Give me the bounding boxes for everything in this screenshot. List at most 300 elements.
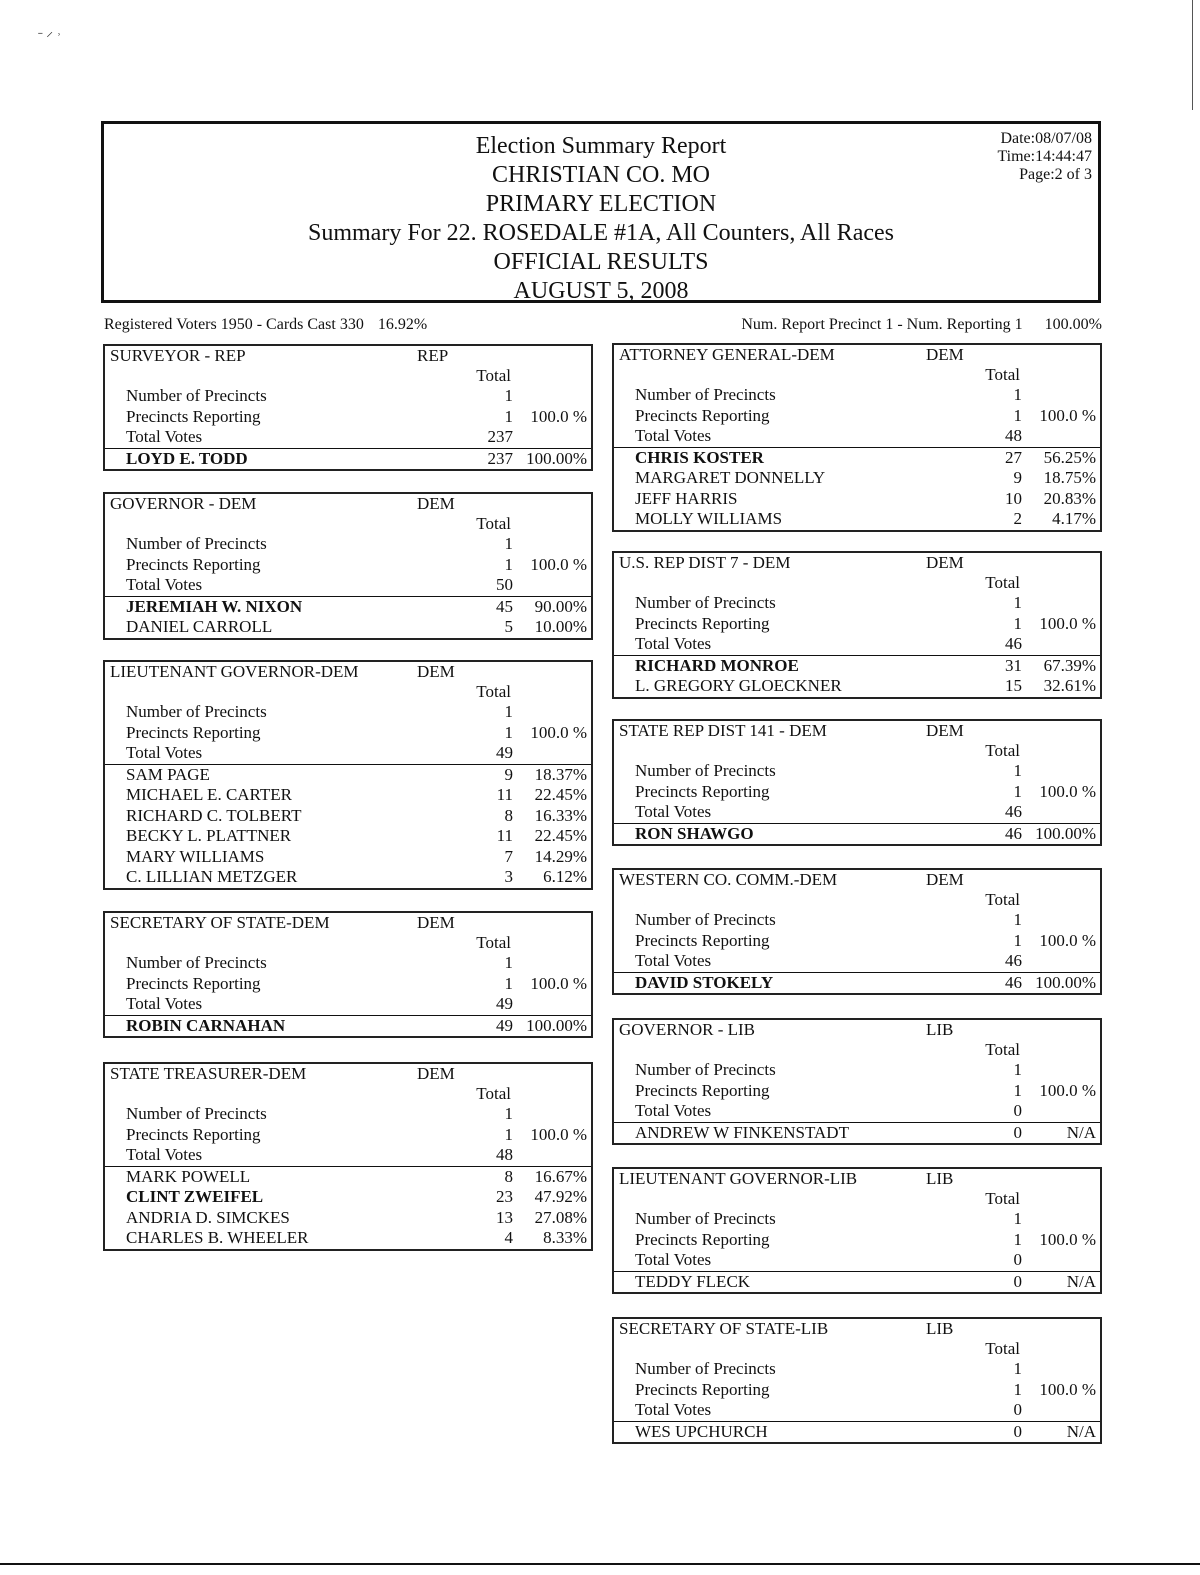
precincts-row-value: 1 (504, 534, 513, 553)
reporting-row (614, 1380, 1100, 1401)
candidate-row-pct: 56.25% (1043, 447, 1096, 467)
reporting-pct: 100.00% (1044, 316, 1102, 333)
total-votes-row-value: 237 (487, 427, 513, 446)
race-box (103, 911, 593, 1038)
precincts-row (614, 1209, 1100, 1230)
total-column-label: Total (985, 741, 1020, 760)
reporting-row-pct: 100.0 % (1039, 613, 1096, 633)
candidate-row-pct: 4.17% (1052, 509, 1096, 528)
candidate-row-pct: 14.29% (534, 846, 587, 866)
candidate-row-label: BECKY L. PLATTNER (126, 826, 292, 845)
candidate-row-label: LOYD E. TODD (126, 448, 248, 468)
reporting-row-label: Precincts Reporting (635, 1229, 770, 1249)
candidate-row-value: 0 (1013, 1271, 1022, 1291)
candidate-row-value: 4 (504, 1228, 513, 1247)
reporting-row-value: 1 (504, 1124, 513, 1144)
precincts-row-value: 1 (504, 386, 513, 405)
title-line: AUGUST 5, 2008 (513, 278, 689, 304)
total-votes-row-label: Total Votes (635, 1400, 712, 1419)
race-party: LIB (926, 1319, 954, 1338)
reporting-row-pct: 100.0 % (1039, 781, 1096, 801)
precincts-row-value: 1 (1013, 385, 1022, 404)
precincts-row-label: Number of Precincts (635, 910, 776, 929)
race-header (105, 1064, 591, 1084)
race-box (103, 1062, 593, 1251)
candidate-row-value: 0 (1013, 1421, 1022, 1441)
total-votes-row (614, 951, 1100, 973)
candidate-row-value: 3 (504, 867, 513, 886)
total-votes-row (614, 1101, 1100, 1123)
precincts-row-value: 1 (504, 702, 513, 721)
total-votes-row-label: Total Votes (126, 743, 203, 762)
reporting-row-label: Precincts Reporting (635, 613, 770, 633)
total-votes-row (614, 426, 1100, 448)
race-box (103, 492, 593, 640)
precincts-row (105, 702, 591, 723)
precincts-row (614, 910, 1100, 931)
candidate-row-label: CLINT ZWEIFEL (126, 1187, 264, 1206)
candidate-row-value: 8 (504, 1166, 513, 1186)
race-header (614, 1020, 1100, 1040)
race-header (614, 345, 1100, 365)
candidate-row-label: JEFF HARRIS (635, 488, 738, 508)
candidate-row-label: TEDDY FLECK (635, 1271, 751, 1291)
reporting-summary (741, 316, 1102, 334)
candidate-row-pct: 32.61% (1043, 676, 1096, 695)
total-votes-row (105, 1145, 591, 1167)
candidate-row-pct: 67.39% (1043, 655, 1096, 675)
total-votes-row (614, 634, 1100, 656)
candidate-row (614, 1123, 1100, 1144)
total-votes-row-label: Total Votes (635, 1101, 712, 1120)
candidate-row-value: 9 (504, 764, 513, 784)
candidate-row-label: L. GREGORY GLOECKNER (635, 676, 842, 695)
reporting-row-pct: 100.0 % (530, 722, 587, 742)
precincts-row (105, 386, 591, 407)
precincts-row-label: Number of Precincts (635, 1359, 776, 1378)
total-column-label: Total (476, 933, 511, 952)
candidate-row-pct: 8.33% (543, 1228, 587, 1247)
candidate-row (614, 489, 1100, 510)
reporting-row-pct: 100.0 % (1039, 930, 1096, 950)
candidate-row-value: 27 (1005, 447, 1022, 467)
candidate-row-label: CHARLES B. WHEELER (126, 1228, 309, 1247)
candidate-row-pct: 100.00% (1035, 823, 1096, 843)
candidate-row-pct: 27.08% (534, 1207, 587, 1227)
total-column-label: Total (985, 365, 1020, 384)
candidate-row-label: DAVID STOKELY (635, 972, 774, 992)
total-votes-row-value: 0 (1013, 1400, 1022, 1419)
candidate-row-value: 45 (496, 596, 513, 616)
candidate-row (614, 824, 1100, 845)
candidate-row-pct: 6.12% (543, 867, 587, 886)
precincts-row-label: Number of Precincts (126, 702, 267, 721)
title-line: Election Summary Report (475, 133, 727, 159)
candidate-row (105, 785, 591, 806)
precincts-row-value: 1 (504, 953, 513, 972)
race-box (612, 719, 1102, 846)
precincts-row-value: 1 (1013, 593, 1022, 612)
total-column-label: Total (985, 1189, 1020, 1208)
reporting-row-value: 1 (1013, 781, 1022, 801)
reporting-row-pct: 100.0 % (530, 973, 587, 993)
page-edge-line (1192, 0, 1193, 110)
candidate-row-pct: 100.00% (526, 1015, 587, 1035)
precincts-row-label: Number of Precincts (635, 1060, 776, 1079)
reporting-row (614, 931, 1100, 952)
reporting-row-value: 1 (1013, 930, 1022, 950)
precincts-row-label: Number of Precincts (635, 385, 776, 404)
reporting-row-label: Precincts Reporting (635, 1379, 770, 1399)
candidate-row (614, 448, 1100, 469)
candidate-row-value: 237 (487, 448, 513, 468)
race-header (614, 1169, 1100, 1189)
total-votes-row-value: 46 (1005, 802, 1022, 821)
total-votes-row-value: 49 (496, 743, 513, 762)
total-column-label: Total (476, 682, 511, 701)
reporting-row-value: 1 (504, 973, 513, 993)
reporting-row (105, 555, 591, 576)
reporting-row-label: Precincts Reporting (126, 406, 261, 426)
registered-voters-text: Registered Voters 1950 - Cards Cast 330 (104, 316, 364, 333)
candidate-row-label: DANIEL CARROLL (126, 617, 273, 636)
total-votes-row (105, 575, 591, 597)
candidate-row-label: RICHARD MONROE (635, 655, 799, 675)
candidate-row-label: MICHAEL E. CARTER (126, 785, 292, 804)
precincts-row-label: Number of Precincts (126, 386, 267, 405)
total-votes-row-label: Total Votes (126, 427, 203, 446)
race-name: SECRETARY OF STATE-LIB (619, 1319, 829, 1338)
candidate-row (614, 973, 1100, 994)
race-party: DEM (417, 662, 455, 681)
reporting-row (105, 723, 591, 744)
race-header (614, 553, 1100, 573)
precincts-row-label: Number of Precincts (635, 761, 776, 780)
report-title-block (104, 132, 1098, 306)
race-name: LIEUTENANT GOVERNOR-DEM (110, 662, 359, 681)
race-party: LIB (926, 1169, 954, 1188)
report-meta (997, 130, 1092, 184)
total-votes-row (614, 1250, 1100, 1272)
candidate-row-label: MOLLY WILLIAMS (635, 509, 783, 528)
title-line: CHRISTIAN CO. MO (491, 162, 710, 188)
candidate-row-value: 15 (1005, 676, 1022, 695)
candidate-row (105, 847, 591, 868)
reporting-row-pct: 100.0 % (530, 554, 587, 574)
candidate-row (614, 1272, 1100, 1293)
candidate-row-label: RON SHAWGO (635, 823, 754, 843)
precincts-row-label: Number of Precincts (126, 953, 267, 972)
race-party: DEM (926, 345, 964, 364)
race-box (612, 1317, 1102, 1444)
candidate-row-label: WES UPCHURCH (635, 1421, 768, 1441)
total-votes-row-label: Total Votes (635, 951, 712, 970)
candidate-row (105, 806, 591, 827)
reporting-row-label: Precincts Reporting (635, 1080, 770, 1100)
scan-mark: ˗ ⸝ ˒ (38, 25, 62, 40)
total-votes-row-value: 50 (496, 575, 513, 594)
candidate-row (105, 1208, 591, 1229)
reporting-row-value: 1 (504, 406, 513, 426)
reporting-row (614, 1230, 1100, 1251)
candidate-row (105, 867, 591, 888)
total-votes-row-value: 46 (1005, 951, 1022, 970)
precincts-row (614, 593, 1100, 614)
reporting-row-pct: 100.0 % (1039, 1379, 1096, 1399)
reporting-row-value: 1 (504, 554, 513, 574)
reporting-row-label: Precincts Reporting (126, 722, 261, 742)
candidate-row-value: 46 (1005, 972, 1022, 992)
reporting-row-label: Precincts Reporting (635, 405, 770, 425)
race-name: GOVERNOR - DEM (110, 494, 257, 513)
candidate-row-label: CHRIS KOSTER (635, 447, 764, 467)
race-box (612, 1018, 1102, 1145)
precincts-row-label: Number of Precincts (635, 1209, 776, 1228)
reporting-row-pct: 100.0 % (1039, 1080, 1096, 1100)
candidate-row-value: 9 (1013, 468, 1022, 487)
precincts-row-label: Number of Precincts (126, 1104, 267, 1123)
precincts-row-value: 1 (1013, 1359, 1022, 1378)
precincts-row (614, 1060, 1100, 1081)
reporting-text: Num. Report Precinct 1 - Num. Reporting 1 (741, 316, 1023, 333)
total-votes-row-value: 48 (1005, 426, 1022, 445)
candidate-row (105, 1187, 591, 1208)
candidate-row-pct: 16.67% (534, 1166, 587, 1186)
reporting-row-pct: 100.0 % (1039, 1229, 1096, 1249)
candidate-row-value: 8 (504, 805, 513, 825)
total-votes-row-value: 48 (496, 1145, 513, 1164)
candidate-row (614, 1422, 1100, 1443)
report-header (101, 121, 1101, 303)
candidate-row-label: MARY WILLIAMS (126, 846, 265, 866)
race-header (105, 494, 591, 514)
candidate-row (105, 1167, 591, 1188)
total-column-label: Total (476, 366, 511, 385)
registered-voters-summary (104, 316, 427, 334)
candidate-row (105, 617, 591, 638)
race-box (612, 343, 1102, 532)
candidate-row-pct: 90.00% (534, 596, 587, 616)
candidate-row (105, 1016, 591, 1037)
total-votes-row-label: Total Votes (635, 634, 712, 653)
candidate-row-value: 11 (496, 826, 513, 845)
candidate-row (614, 468, 1100, 489)
candidate-row-value: 2 (1013, 509, 1022, 528)
title-line: OFFICIAL RESULTS (493, 249, 709, 275)
candidate-row (614, 509, 1100, 530)
race-box (103, 660, 593, 890)
candidate-row (105, 826, 591, 847)
candidate-row-value: 13 (496, 1207, 513, 1227)
precincts-row-label: Number of Precincts (635, 593, 776, 612)
title-line: Summary For 22. ROSEDALE #1A, All Counters, All Races (308, 220, 894, 246)
total-votes-row (105, 743, 591, 765)
candidate-row-pct: 22.45% (534, 826, 587, 845)
race-party: DEM (417, 1064, 455, 1083)
reporting-row-value: 1 (1013, 405, 1022, 425)
total-votes-row-label: Total Votes (126, 1145, 203, 1164)
total-votes-row (614, 1400, 1100, 1422)
precincts-row (614, 1359, 1100, 1380)
total-votes-row-label: Total Votes (126, 994, 203, 1013)
reporting-row-pct: 100.0 % (1039, 405, 1096, 425)
reporting-row-value: 1 (1013, 1229, 1022, 1249)
race-party: REP (417, 346, 449, 365)
precincts-row (105, 953, 591, 974)
title-line: PRIMARY ELECTION (485, 191, 717, 217)
reporting-row-pct: 100.0 % (530, 406, 587, 426)
total-votes-row-value: 0 (1013, 1250, 1022, 1269)
candidate-row-label: MARK POWELL (126, 1166, 251, 1186)
total-column-label: Total (985, 1339, 1020, 1358)
candidate-row-pct: 18.75% (1043, 468, 1096, 487)
precincts-row (614, 761, 1100, 782)
race-name: SURVEYOR - REP (110, 346, 246, 365)
candidate-row-pct: 16.33% (534, 805, 587, 825)
race-box (612, 551, 1102, 699)
race-header (105, 346, 591, 366)
total-column-label: Total (476, 1084, 511, 1103)
race-box (612, 1167, 1102, 1294)
precincts-row (105, 1104, 591, 1125)
total-votes-row-label: Total Votes (635, 1250, 712, 1269)
candidate-row-pct: 18.37% (534, 764, 587, 784)
total-votes-row (105, 427, 591, 449)
candidate-row-label: ANDRIA D. SIMCKES (126, 1207, 290, 1227)
race-box (612, 868, 1102, 995)
race-header (614, 721, 1100, 741)
reporting-row (614, 782, 1100, 803)
reporting-row (105, 407, 591, 428)
total-votes-row-value: 0 (1013, 1101, 1022, 1120)
candidate-row-pct: 47.92% (534, 1187, 587, 1206)
precincts-row-value: 1 (1013, 761, 1022, 780)
race-name: SECRETARY OF STATE-DEM (110, 913, 330, 932)
race-party: DEM (417, 494, 455, 513)
candidate-row-value: 10 (1005, 488, 1022, 508)
candidate-row-value: 0 (1013, 1122, 1022, 1142)
race-name: U.S. REP DIST 7 - DEM (619, 553, 791, 572)
race-box (103, 344, 593, 471)
reporting-row (614, 406, 1100, 427)
candidate-row (614, 676, 1100, 697)
candidate-row (105, 449, 591, 470)
total-votes-row-value: 46 (1005, 634, 1022, 653)
reporting-row-label: Precincts Reporting (635, 930, 770, 950)
race-party: DEM (926, 553, 964, 572)
total-column-label: Total (985, 573, 1020, 592)
candidate-row-label: ANDREW W FINKENSTADT (635, 1122, 849, 1142)
reporting-row-pct: 100.0 % (530, 1124, 587, 1144)
candidate-row (614, 656, 1100, 677)
candidate-row-value: 46 (1005, 823, 1022, 843)
candidate-row-pct: 100.00% (1035, 972, 1096, 992)
candidate-row-value: 49 (496, 1015, 513, 1035)
reporting-row-value: 1 (504, 722, 513, 742)
page-bottom-rule (0, 1563, 1200, 1565)
candidate-row-pct: 20.83% (1043, 488, 1096, 508)
candidate-row-pct: 10.00% (534, 617, 587, 636)
candidate-row-label: RICHARD C. TOLBERT (126, 805, 302, 825)
report-time: Time:14:44:47 (997, 148, 1092, 165)
total-votes-row-label: Total Votes (635, 802, 712, 821)
candidate-row-pct: N/A (1066, 1421, 1096, 1441)
race-name: STATE REP DIST 141 - DEM (619, 721, 827, 740)
race-party: DEM (417, 913, 455, 932)
candidate-row (105, 1228, 591, 1249)
reporting-row (614, 1081, 1100, 1102)
candidate-row-pct: N/A (1066, 1122, 1096, 1142)
total-column-label: Total (985, 890, 1020, 909)
race-header (105, 913, 591, 933)
race-party: DEM (926, 721, 964, 740)
race-party: DEM (926, 870, 964, 889)
report-date: Date:08/07/08 (1000, 130, 1092, 147)
race-name: LIEUTENANT GOVERNOR-LIB (619, 1169, 858, 1188)
reporting-row-label: Precincts Reporting (126, 973, 261, 993)
total-votes-row (614, 802, 1100, 824)
total-column-label: Total (476, 514, 511, 533)
precincts-row-label: Number of Precincts (126, 534, 267, 553)
precincts-row (105, 534, 591, 555)
race-name: ATTORNEY GENERAL-DEM (619, 345, 835, 364)
reporting-row-label: Precincts Reporting (635, 781, 770, 801)
total-votes-row-label: Total Votes (126, 575, 203, 594)
race-header (105, 662, 591, 682)
candidate-row-pct: 100.00% (526, 448, 587, 468)
total-votes-row-label: Total Votes (635, 426, 712, 445)
candidate-row-label: MARGARET DONNELLY (635, 468, 826, 487)
candidate-row-value: 7 (504, 846, 513, 866)
precincts-row-value: 1 (1013, 1209, 1022, 1228)
candidate-row-label: JEREMIAH W. NIXON (126, 596, 303, 616)
total-votes-row-value: 49 (496, 994, 513, 1013)
candidate-row (105, 597, 591, 618)
reporting-row-label: Precincts Reporting (126, 554, 261, 574)
reporting-row-value: 1 (1013, 613, 1022, 633)
candidate-row (105, 765, 591, 786)
candidate-row-value: 31 (1005, 655, 1022, 675)
reporting-row-value: 1 (1013, 1080, 1022, 1100)
reporting-row-value: 1 (1013, 1379, 1022, 1399)
race-name: STATE TREASURER-DEM (110, 1064, 307, 1083)
reporting-row (614, 614, 1100, 635)
race-party: LIB (926, 1020, 954, 1039)
precincts-row-value: 1 (1013, 910, 1022, 929)
precincts-row-value: 1 (1013, 1060, 1022, 1079)
candidate-row-value: 5 (504, 617, 513, 636)
reporting-row (105, 1125, 591, 1146)
candidate-row-pct: N/A (1066, 1271, 1096, 1291)
precincts-row-value: 1 (504, 1104, 513, 1123)
candidate-row-value: 23 (496, 1187, 513, 1206)
race-header (614, 1319, 1100, 1339)
candidate-row-label: ROBIN CARNAHAN (126, 1015, 286, 1035)
candidate-row-value: 11 (496, 785, 513, 804)
turnout-pct: 16.92% (377, 316, 428, 333)
candidate-row-label: SAM PAGE (126, 764, 210, 784)
total-votes-row (105, 994, 591, 1016)
report-page: Page:2 of 3 (1019, 166, 1092, 183)
race-name: GOVERNOR - LIB (619, 1020, 755, 1039)
precincts-row (614, 385, 1100, 406)
reporting-row (105, 974, 591, 995)
total-column-label: Total (985, 1040, 1020, 1059)
race-header (614, 870, 1100, 890)
race-name: WESTERN CO. COMM.-DEM (619, 870, 838, 889)
candidate-row-pct: 22.45% (534, 785, 587, 804)
candidate-row-label: C. LILLIAN METZGER (126, 867, 298, 886)
